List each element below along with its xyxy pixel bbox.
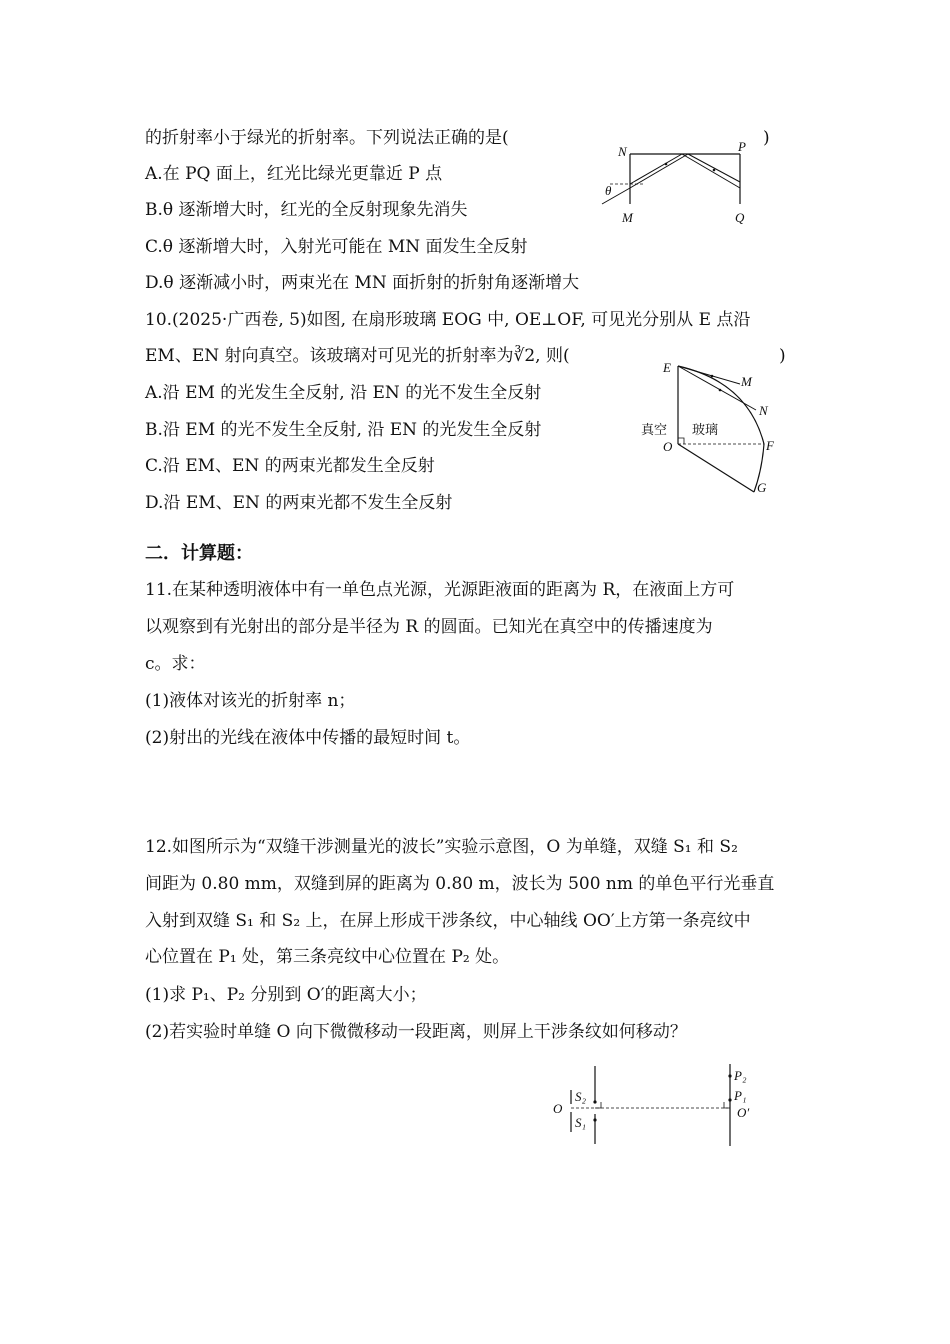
- q12-label-s2: S₂: [575, 1089, 587, 1104]
- q12-sub2: (2)若实验时单缝 O 向下微微移动一段距离，则屏上干涉条纹如何移动？: [145, 1022, 687, 1042]
- q12-double-slit-figure: [548, 1060, 768, 1150]
- q11-line1: 11.在某种透明液体中有一单色点光源，光源距液面的距离为 R，在液面上方可: [145, 580, 735, 600]
- q9-label-p: P: [738, 139, 746, 154]
- q10-label-vacuum: 真空: [641, 423, 668, 438]
- q10-label-e: E: [663, 360, 671, 375]
- q12-sub1: (1)求 P₁、P₂ 分别到 O′的距离大小；: [145, 985, 427, 1005]
- q9-intro-tail: 的折射率小于绿光的折射率。下列说法正确的是(: [145, 128, 509, 148]
- q10-sector-figure: [636, 354, 786, 500]
- q10-option-b: B.沿 EM 的光不发生全反射, 沿 EN 的光发生全反射: [145, 420, 542, 440]
- q10-option-a: A.沿 EM 的光发生全反射, 沿 EN 的光不发生全反射: [145, 383, 542, 403]
- q9-option-c: C.θ 逐渐增大时，入射光可能在 MN 面发生全反射: [145, 237, 528, 257]
- q12-line2: 间距为 0.80 mm，双缝到屏的距离为 0.80 m，波长为 500 nm 的单色平行光垂直: [145, 874, 775, 894]
- q11-line3: c。求：: [145, 654, 206, 674]
- q9-option-d: D.θ 逐渐减小时，两束光在 MN 面折射的折射角逐渐增大: [145, 273, 580, 293]
- q11-sub2: (2)射出的光线在液体中传播的最短时间 t。: [145, 728, 471, 748]
- q12-label-o: O: [553, 1101, 563, 1116]
- q12-line1: 12.如图所示为“双缝干涉测量光的波长”实验示意图，O 为单缝，双缝 S₁ 和 S₂: [145, 837, 738, 857]
- q9-label-theta: θ: [605, 183, 612, 198]
- q10-close-paren: ): [779, 346, 786, 366]
- q9-option-a: A.在 PQ 面上，红光比绿光更靠近 P 点: [145, 164, 443, 184]
- q10-label-glass: 玻璃: [692, 423, 719, 438]
- q10-option-c: C.沿 EM、EN 的两束光都发生全反射: [145, 456, 435, 476]
- q12-label-p1: P₁: [734, 1088, 747, 1103]
- q12-label-s1: S₁: [575, 1115, 587, 1130]
- q9-label-n: N: [618, 144, 627, 159]
- section-title: 二．计算题：: [145, 543, 253, 564]
- q12-line4: 心位置在 P₁ 处，第三条亮纹中心位置在 P₂ 处。: [145, 947, 510, 967]
- q10-label-f: F: [766, 438, 774, 453]
- q9-label-m: M: [622, 210, 633, 225]
- q10-line2: EM、EN 射向真空。该玻璃对可见光的折射率为∛2, 则(: [145, 346, 570, 366]
- q12-label-oprime: O′: [737, 1105, 750, 1120]
- q11-sub1: (1)液体对该光的折射率 n；: [145, 691, 356, 711]
- q10-label-g: G: [757, 480, 767, 495]
- q9-prism-figure: [596, 138, 766, 230]
- q12-line3: 入射到双缝 S₁ 和 S₂ 上，在屏上形成干涉条纹，中心轴线 OO′上方第一条亮纹中: [145, 911, 751, 931]
- q10-label-n: N: [759, 403, 768, 418]
- q9-close-paren: ): [763, 128, 770, 148]
- q11-line2: 以观察到有光射出的部分是半径为 R 的圆面。已知光在真空中的传播速度为: [145, 617, 713, 637]
- q10-option-d: D.沿 EM、EN 的两束光都不发生全反射: [145, 493, 453, 513]
- q9-option-b: B.θ 逐渐增大时，红光的全反射现象先消失: [145, 200, 468, 220]
- q10-label-m: M: [741, 374, 752, 389]
- q10-label-o: O: [663, 439, 673, 454]
- q12-label-p2: P₂: [734, 1068, 747, 1083]
- q9-label-q: Q: [735, 210, 745, 225]
- q10-line1: 10.(2025·广西卷, 5)如图, 在扇形玻璃 EOG 中, OE⊥OF, 可见光分别从 E 点沿: [145, 310, 751, 330]
